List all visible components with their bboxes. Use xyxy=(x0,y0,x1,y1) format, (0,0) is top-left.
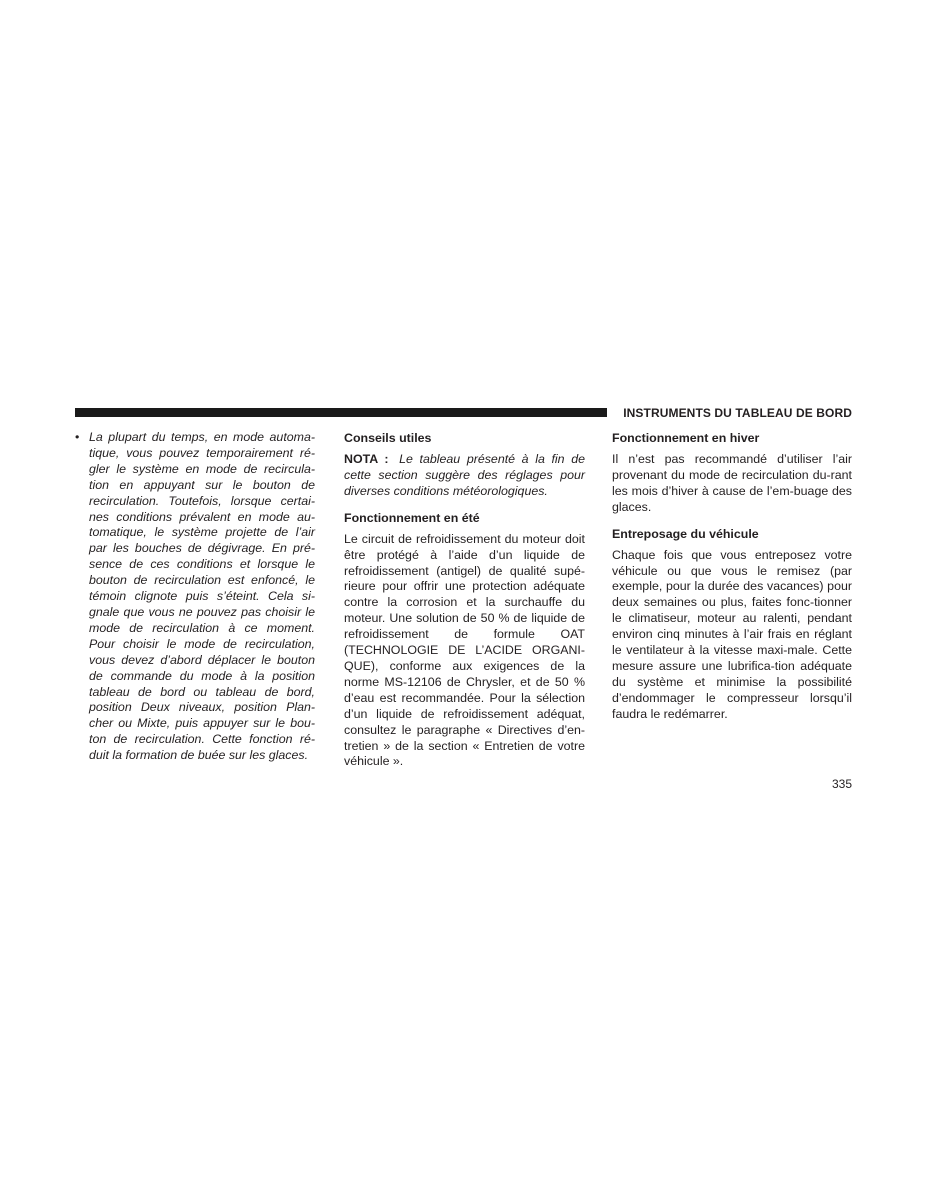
summer-paragraph: Le circuit de refroidissement du moteur doit être protégé à l’aide d’un liquide de refroidissement (antigel) de qualité supé-rieure pour offrir une protection adéquate contre la corrosion et la surchauffe du moteur. Une solution de 50 % de liquide de refroidissement de formule OAT (TECHNOLOGIE DE L’ACIDE ORGANI-QUE), conforme aux exigences de la norme MS-12106 de Chrysler, et de 50 % d’eau est recommandée. Pour la sélection d’un liquide de refroidissement adéquat, consultez le paragraphe « Directives d’en-tretien » de la section « Entretien de votre véhicule ». xyxy=(344,531,585,769)
section-title: INSTRUMENTS DU TABLEAU DE BORD xyxy=(623,406,852,420)
page-number: 335 xyxy=(831,777,852,791)
storage-paragraph: Chaque fois que vous entreposez votre véhicule ou que vous le remisez (par exemple, pour la durée des vacances) pour deux semaines ou plus, faites fonc-tionner le climatiseur, moteur au ralenti, pendant environ cinq minutes à l’air frais en réglant le ventilateur à la vitesse maxi-male. Cette mesure assure une lubrifica-tion adéquate du système et minimise la possibilité d’endommager le compresseur lorsqu’il faudra le redémarrer. xyxy=(612,547,852,721)
column-1 xyxy=(75,430,315,764)
header-rule xyxy=(75,408,607,417)
note-paragraph xyxy=(344,452,585,500)
winter-paragraph: Il n’est pas recommandé d’utiliser l’air provenant du mode de recirculation du-rant les mois d’hiver à cause de l’em-buage des glaces. xyxy=(612,452,852,514)
heading-summer: Fonctionnement en été xyxy=(344,510,480,525)
list-item xyxy=(75,430,315,764)
heading-tips: Conseils utiles xyxy=(344,431,432,445)
column-3 xyxy=(612,430,852,723)
column-2 xyxy=(344,430,585,770)
heading-storage: Entreposage du véhicule xyxy=(612,526,759,541)
heading-winter: Fonctionnement en hiver xyxy=(612,431,760,445)
bullet-icon: • xyxy=(75,430,80,444)
note-label: NOTA : xyxy=(344,452,389,466)
bullet-text: La plupart du temps, en mode automa-tique, vous pouvez temporairement ré-gler le système en mode de recircula-tion en appuyant sur le bouton de recirculation. Toutefois, lorsque certai-nes conditions prévalent en mode au-tomatique, le système projette de l’air par les bouches de dégivrage. En pré-sence de ces conditions et lorsque le bouton de recirculation est enfoncé, le témoin clignote puis s’éteint. Cela si-gnale que vous ne pouvez pas choisir le mode de recirculation à ce moment. Pour choisir le mode de recirculation, vous devez d’abord déplacer le bouton de commande du mode à la position tableau de bord ou tableau de bord, position Deux niveaux, position Plan-cher ou Mixte, puis appuyer sur le bou-ton de recirculation. Cette fonction ré-duit la formation de buée sur les glaces. xyxy=(89,430,315,763)
note-text: Le tableau présenté à la fin de cette section suggère des réglages pour diverses conditions météorologiques. xyxy=(344,452,585,498)
